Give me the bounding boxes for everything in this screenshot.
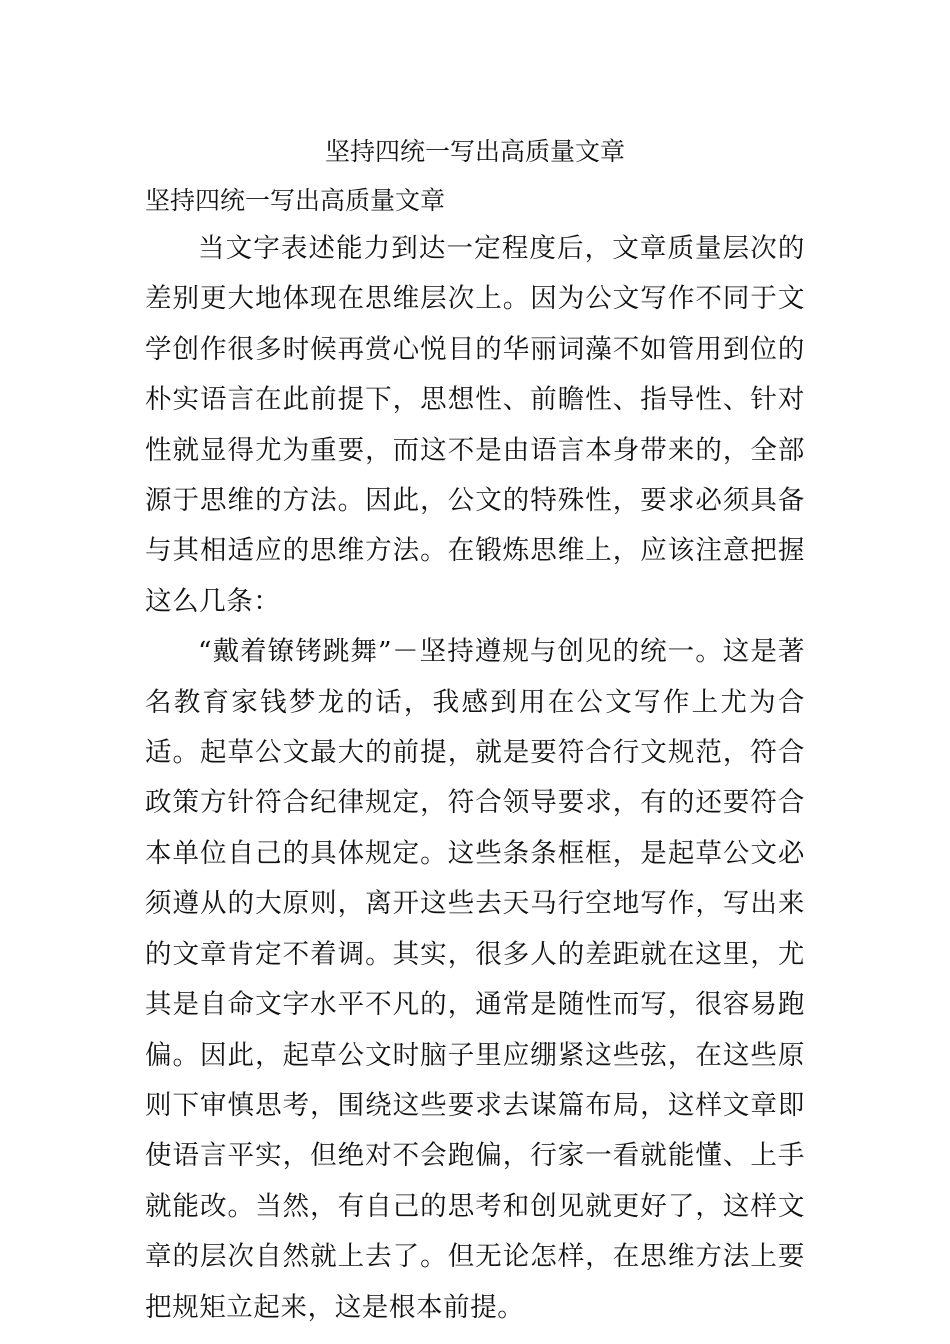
document-body <box>145 178 805 1333</box>
paragraph-rules-and-insight: “戴着镣铐跳舞”－坚持遵规与创见的统一。这是著名教育家钱梦龙的话，我感到用在公文写作上尤为合适。起草公文最大的前提，就是要符合行文规范，符合政策方针符合纪律规定，符合领导要求，有的还要符合本单位自己的具体规定。这些条条框框，是起草公文必须遵从的大原则，离开这些去天马行空地写作，写出来的文章肯定不着调。其实，很多人的差距就在这里，尤其是自命文字水平不凡的，通常是随性而写，很容易跑偏。因此，起草公文时脑子里应绷紧这些弦，在这些原则下审慎思考，围绕这些要求去谋篇布局，这样文章即使语言平实，但绝对不会跑偏，行家一看就能懂、上手就能改。当然，有自己的思考和创见就更好了，这样文章的层次自然就上去了。但无论怎样，在思维方法上要把规矩立起来，这是根本前提。 <box>145 636 805 1323</box>
document-subtitle: 坚持四统一写出高质量文章 <box>145 186 446 215</box>
paragraph-intro: 当文字表述能力到达一定程度后，文章质量层次的差别更大地体现在思维层次上。因为公文写作不同于文学创作很多时候再赏心悦目的华丽词藻不如管用到位的朴实语言在此前提下，思想性、前瞻性、指导性、针对性就显得尤为重要，而这不是由语言本身带来的，全部源于思维的方法。因此，公文的特殊性，要求必须具备与其相适应的思维方法。在锻炼思维上，应该注意把握这么几条： <box>145 233 805 617</box>
document-title: 坚持四统一写出高质量文章 <box>324 137 625 166</box>
